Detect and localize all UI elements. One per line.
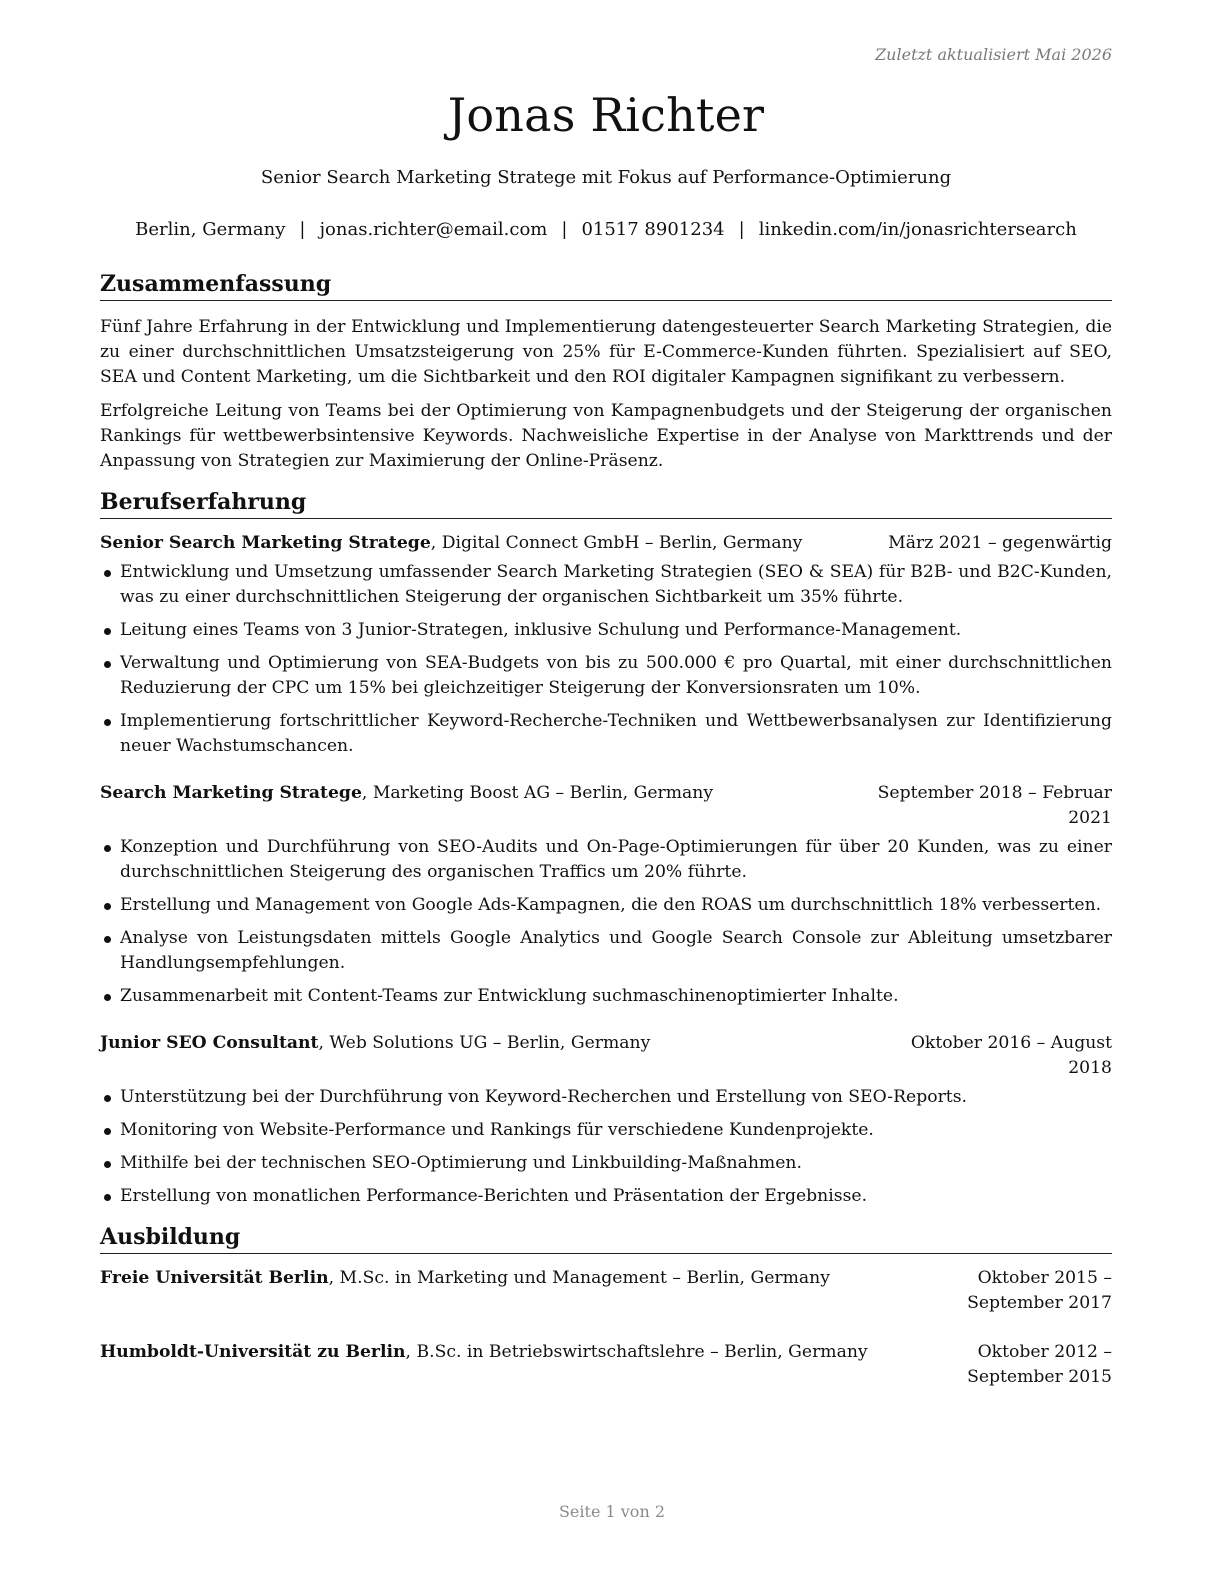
job-header	[100, 1031, 1112, 1081]
job-bullet: Implementierung fortschrittlicher Keyword-Recherche-Techniken und Wettbewerbsanalysen zur Identifizierung neuer Wachstumschancen.	[100, 709, 1112, 759]
candidate-subtitle: Senior Search Marketing Stratege mit Fokus auf Performance-Optimierung	[260, 167, 952, 188]
job-title-line	[100, 531, 888, 556]
candidate-name: Jonas Richter	[447, 88, 765, 142]
last-updated: Zuletzt aktualisiert Mai 2026	[875, 45, 1112, 64]
summary-section	[100, 270, 1112, 474]
job-dates: September 2018 – Februar 2021	[877, 783, 1112, 828]
job-title-line	[100, 781, 877, 806]
job-bullet: Konzeption und Durchführung von SEO-Audits und On-Page-Optimierungen für über 20 Kunden, was zu einer durchschnittlichen Steigerung des organischen Traffics um 20% führte.	[100, 835, 1112, 885]
job-bullet: Zusammenarbeit mit Content-Teams zur Entwicklung suchmaschinenoptimierter Inhalte.	[100, 984, 1112, 1009]
job-org: , Marketing Boost AG – Berlin, Germany	[361, 783, 714, 803]
job-dates: Oktober 2016 – August 2018	[910, 1033, 1112, 1078]
resume-content	[100, 270, 1112, 1404]
contact-separator: |	[738, 219, 745, 240]
education-section	[100, 1223, 1112, 1390]
section-title-experience: Berufserfahrung	[100, 488, 1112, 519]
job-entry	[100, 531, 1112, 759]
education-degree: , M.Sc. in Marketing und Management – Berlin, Germany	[328, 1268, 830, 1288]
job-org: , Web Solutions UG – Berlin, Germany	[318, 1033, 651, 1053]
education-school: Freie Universität Berlin	[100, 1268, 329, 1288]
contact-linkedin[interactable]: linkedin.com/in/jonasrichtersearch	[758, 219, 1077, 240]
section-title-summary: Zusammenfassung	[100, 270, 1112, 301]
contact-line	[100, 219, 1112, 240]
job-header	[100, 781, 1112, 831]
education-entry	[100, 1266, 1112, 1316]
job-entry	[100, 781, 1112, 1009]
job-bullet: Mithilfe bei der technischen SEO-Optimierung und Linkbuilding-Maßnahmen.	[100, 1151, 1112, 1176]
job-bullet: Monitoring von Website-Performance und Rankings für verschiedene Kundenprojekte.	[100, 1118, 1112, 1143]
job-bullet: Entwicklung und Umsetzung umfassender Search Marketing Strategien (SEO & SEA) für B2B- und B2C-Kunden, was zu einer durchschnittlichen Steigerung der organischen Sichtbarkeit um 35% führte.	[100, 560, 1112, 610]
section-title-education: Ausbildung	[100, 1223, 1112, 1254]
page-number: Seite 1 von 2	[558, 1502, 666, 1521]
job-role: Search Marketing Stratege	[100, 783, 362, 803]
job-bullet: Verwaltung und Optimierung von SEA-Budgets von bis zu 500.000 € pro Quartal, mit einer durchschnittlichen Reduzierung der CPC um 15% bei gleichzeitiger Steigerung der Konversionsraten um 10%.	[100, 651, 1112, 701]
education-dates: Oktober 2012 – September 2015	[967, 1342, 1112, 1387]
contact-email[interactable]: jonas.richter@email.com	[319, 219, 548, 240]
job-bullet: Analyse von Leistungsdaten mittels Google Analytics und Google Search Console zur Ableitung umsetzbarer Handlungsempfehlungen.	[100, 926, 1112, 976]
contact-phone: 01517 8901234	[581, 219, 725, 240]
education-title-line	[100, 1340, 877, 1365]
job-header	[100, 531, 1112, 556]
education-entry	[100, 1340, 1112, 1390]
contact-separator: |	[561, 219, 568, 240]
job-bullet: Erstellung von monatlichen Performance-Berichten und Präsentation der Ergebnisse.	[100, 1184, 1112, 1209]
education-school: Humboldt-Universität zu Berlin	[100, 1342, 406, 1362]
summary-paragraph: Fünf Jahre Erfahrung in der Entwicklung und Implementierung datengesteuerter Search Marketing Strategien, die zu einer durchschnittlichen Umsatzsteigerung von 25% für E-Commerce-Kunden führten. Spezialisiert auf SEO, SEA und Content Marketing, um die Sichtbarkeit und den ROI digitaler Kampagnen signifikant zu verbessern.	[100, 317, 1112, 387]
job-bullet: Unterstützung bei der Durchführung von Keyword-Recherchen und Erstellung von SEO-Reports.	[100, 1085, 1112, 1110]
experience-section	[100, 488, 1112, 1209]
job-role: Junior SEO Consultant	[100, 1033, 319, 1053]
job-bullets	[100, 560, 1112, 759]
contact-separator: |	[299, 219, 306, 240]
job-dates: März 2021 – gegenwärtig	[888, 533, 1112, 553]
job-role: Senior Search Marketing Stratege	[100, 533, 431, 553]
job-bullet: Leitung eines Teams von 3 Junior-Strategen, inklusive Schulung und Performance-Management.	[100, 618, 1112, 643]
job-bullets	[100, 835, 1112, 1009]
job-bullet: Erstellung und Management von Google Ads-Kampagnen, die den ROAS um durchschnittlich 18% verbesserten.	[100, 893, 1112, 918]
education-dates: Oktober 2015 – September 2017	[967, 1268, 1112, 1313]
job-entry	[100, 1031, 1112, 1209]
education-title-line	[100, 1266, 877, 1291]
contact-location: Berlin, Germany	[135, 219, 286, 240]
job-bullets	[100, 1085, 1112, 1209]
job-title-line	[100, 1031, 877, 1056]
education-degree: , B.Sc. in Betriebswirtschaftslehre – Berlin, Germany	[405, 1342, 868, 1362]
job-org: , Digital Connect GmbH – Berlin, Germany	[430, 533, 803, 553]
summary-paragraph: Erfolgreiche Leitung von Teams bei der Optimierung von Kampagnenbudgets und der Steigerung der organischen Rankings für wettbewerbsintensive Keywords. Nachweisliche Expertise in der Analyse von Markttrends und der Anpassung von Strategien zur Maximierung der Online-Präsenz.	[100, 401, 1112, 471]
